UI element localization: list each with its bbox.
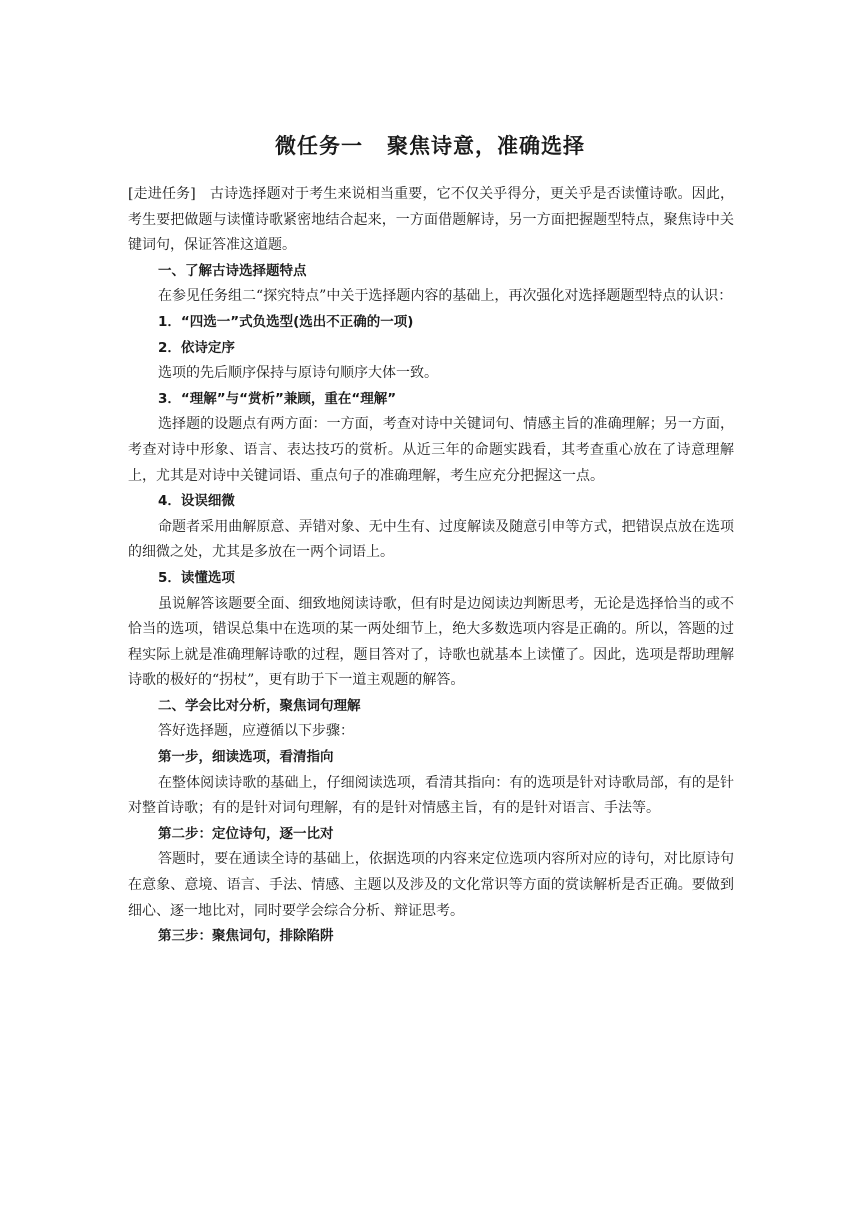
document-body xyxy=(128,182,734,950)
point1-heading: 1．“四选一”式负选型(选出不正确的一项) xyxy=(158,313,414,330)
step2-text: 答题时，要在通读全诗的基础上，依据选项的内容来定位选项内容所对应的诗句，对比原诗句在意象、意境、语言、手法、情感、主题以及涉及的文化常识等方面的赏读解析是否正确。要做到细心、逐一地比对，同时要学会综合分析、辩证思考。 xyxy=(128,851,734,919)
step1-text: 在整体阅读诗歌的基础上，仔细阅读选项，看清其指向：有的选项是针对诗歌局部，有的是针对整首诗歌；有的是针对词句理解，有的是针对情感主旨，有的是针对语言、手法等。 xyxy=(128,774,734,817)
section1-intro: 在参见任务组二“探究特点”中关于选择题内容的基础上，再次强化对选择题题型特点的认识： xyxy=(158,288,733,305)
point3-text: 选择题的设题点有两方面：一方面，考查对诗中关键词句、情感主旨的准确理解；另一方面，考查对诗中形象、语言、表达技巧的赏析。从近三年的命题实践看，其考查重心放在了诗意理解上，尤其是对诗中关键词语、重点句子的准确理解，考生应充分把握这一点。 xyxy=(128,416,734,484)
step2-heading: 第二步：定位诗句，逐一比对 xyxy=(158,825,334,842)
point5-text: 虽说解答该题要全面、细致地阅读诗歌，但有时是边阅读边判断思考，无论是选择恰当的或不恰当的选项，错误总集中在选项的某一两处细节上，绝大多数选项内容是正确的。所以，答题的过程实际上就是准确理解诗歌的过程，题目答对了，诗歌也就基本上读懂了。因此，选项是帮助理解诗歌的极好的“拐杖”，更有助于下一道主观题的解答。 xyxy=(128,595,734,689)
point2-heading: 2．依诗定序 xyxy=(158,339,235,356)
point4-text: 命题者采用曲解原意、弄错对象、无中生有、过度解读及随意引申等方式，把错误点放在选项的细微之处，尤其是多放在一两个词语上。 xyxy=(128,518,734,561)
point4-heading: 4．设误细微 xyxy=(158,493,235,510)
section2-intro: 答好选择题，应遵循以下步骤： xyxy=(158,723,354,740)
point3-heading: 3．“理解”与“赏析”兼顾，重在“理解” xyxy=(158,390,397,407)
title-left: 微任务一 xyxy=(275,134,363,158)
intro-paragraph xyxy=(128,182,734,259)
title-right: 聚焦诗意，准确选择 xyxy=(387,134,585,158)
intro-tag: [走进任务] xyxy=(128,186,196,202)
step1-heading: 第一步，细读选项，看清指向 xyxy=(158,749,334,766)
step3-heading: 第三步：聚焦词句，排除陷阱 xyxy=(158,928,334,945)
point5-heading: 5．读懂选项 xyxy=(158,569,235,586)
intro-text: 古诗选择题对于考生来说相当重要，它不仅关乎得分，更关乎是否读懂诗歌。因此，考生要把做题与读懂诗歌紧密地结合起来，一方面借题解诗，另一方面把握题型特点，聚焦诗中关键词句，保证答准这道题。 xyxy=(128,186,734,254)
page-title xyxy=(0,130,860,160)
point2-text: 选项的先后顺序保持与原诗句顺序大体一致。 xyxy=(158,365,438,382)
section1-heading: 一、了解古诗选择题特点 xyxy=(158,262,307,279)
section2-heading: 二、学会比对分析，聚焦词句理解 xyxy=(158,697,361,714)
